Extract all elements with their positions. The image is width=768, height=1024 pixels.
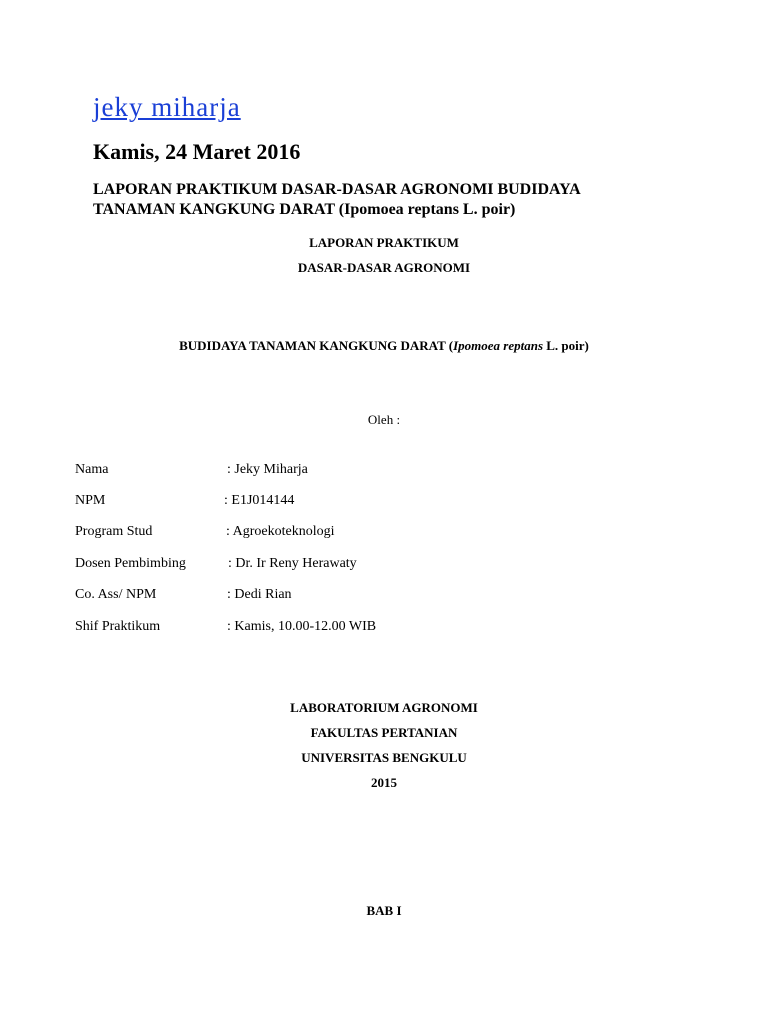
post-title-line-2: [93, 200, 581, 220]
subject-species-italic: Ipomoea reptans: [453, 338, 544, 353]
info-label-coass: Co. Ass/ NPM: [75, 587, 157, 602]
post-title-line-1: LAPORAN PRAKTIKUM DASAR-DASAR AGRONOMI BUDIDAYA: [93, 181, 581, 198]
institution-lab: LABORATORIUM AGRONOMI: [290, 700, 478, 715]
info-label-nama: Nama: [75, 462, 109, 477]
info-label-shif: Shif Praktikum: [75, 619, 161, 634]
info-value-nama: : Jeky Miharja: [227, 462, 308, 477]
cover-heading-1: LAPORAN PRAKTIKUM: [309, 235, 459, 250]
info-value-dosen: : Dr. Ir Reny Herawaty: [228, 556, 357, 571]
institution-faculty: FAKULTAS PERTANIAN: [310, 725, 458, 740]
post-title-species: (Ipomoea reptans L. poir): [334, 201, 516, 218]
cover-heading-2: DASAR-DASAR AGRONOMI: [297, 260, 471, 275]
chapter-heading: BAB I: [366, 903, 402, 918]
by-label: Oleh :: [367, 412, 401, 427]
blog-title-link[interactable]: jeky miharja: [93, 92, 241, 122]
post-title: [93, 180, 581, 220]
cover-subject: [0, 337, 768, 355]
subject-suffix: L. poir): [543, 338, 589, 353]
institution-year: 2015: [371, 775, 397, 790]
info-value-program: : Agroekoteknologi: [226, 524, 335, 539]
institution-university: UNIVERSITAS BENGKULU: [301, 750, 467, 765]
info-value-coass: : Dedi Rian: [227, 587, 292, 602]
info-label-npm: NPM: [75, 493, 106, 508]
subject-prefix: BUDIDAYA TANAMAN KANGKUNG DARAT (: [179, 338, 454, 353]
info-value-shif: : Kamis, 10.00-12.00 WIB: [227, 619, 377, 634]
info-label-program: Program Stud: [75, 524, 153, 539]
post-title-main: TANAMAN KANGKUNG DARAT: [93, 201, 335, 218]
info-label-dosen: Dosen Pembimbing: [75, 556, 186, 571]
post-date: Kamis, 24 Maret 2016: [93, 139, 301, 164]
info-value-npm: : E1J014144: [224, 493, 295, 508]
